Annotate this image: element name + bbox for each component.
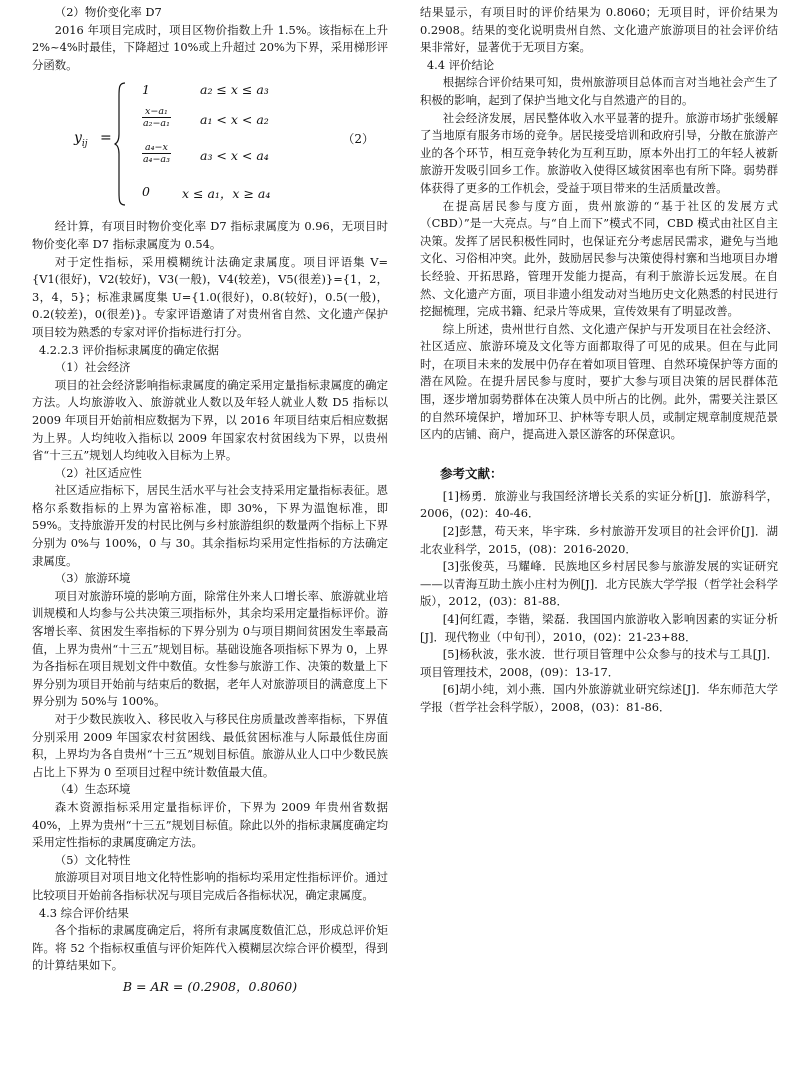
subsection-culture: （5）文化特性 (54, 852, 131, 867)
subsection-economy: （1）社会经济 (54, 360, 131, 375)
references-list (420, 488, 778, 717)
paragraph-calc-result: 经计算，有项目时物价变化率 D7 指标隶属度为 0.96，无项目时物价变化率 D7 指标隶属度为 0.54。 (32, 219, 388, 251)
paragraph-ecology: 森木资源指标采用定量指标评价，下界为 2009 年贵州省数据 40%，上界为贵州“十三五”规划目标值。除此以外的指标隶属度确定均采用定性指标的隶属度确定方法。 (32, 799, 388, 850)
subsection-community: （2）社区适应性 (54, 465, 142, 480)
brace-icon (114, 82, 126, 206)
reference-item: [2]彭慧，苟天来，毕宇珠．乡村旅游开发项目的社会评价[J]．湖北农业科学，2015，(08)：2016-2020． (420, 524, 778, 556)
paragraph-conclusion-1: 根据综合评价结果可知，贵州旅游项目总体而言对当地社会产生了积极的影响，起到了保护当地文化与自然遗产的目的。 (420, 75, 778, 107)
case-2-condition: a₁ < x < a₂ (200, 112, 269, 128)
paragraph-price-change: 2016 年项目完成时，项目区物价指数上升 1.5%。该指标在上升 2%~4%时最佳，下降超过 10%或上升超过 20%为下界，采用梯形评分函数。 (32, 22, 388, 72)
paragraph-conclusion-3: 在提高居民参与度方面，贵州旅游的“基于社区的发展方式（CBD）”是一大亮点。与“自上而下”模式不同，CBD 模式由社区自主决策。发挥了居民积极性同时，也保证充分考虑居民需求，避免与当地文化、习俗相冲突。此外，鼓励居民参与决策使得村寨和当地项目办增长经验、开拓思路，管理开发能力提高，有利于旅游长远发展。在自然、文化遗产方面，项目非遗小组发动对当地历史文化熟悉的村民进行挖掘梳理，完成书籍、纪录片等成果，宣传效果有了明显改善。 (420, 198, 778, 319)
paragraph-community: 社区适应指标下，居民生活水平与社会支持采用定量指标表征。恩格尔系数指标的上界为富裕标准，即 30%，下界为温饱标准，即 59%。支持旅游开发的村民比例与乡村旅游组织的数量两个指标上下界分别为 0%与 100%，0 与 30。其余指标均采用定性指标的方法确定隶属度。 (32, 483, 388, 568)
paragraph-conclusion-4: 综上所述，贵州世行自然、文化遗产保护与开发项目在社会经济、社区适应、旅游环境及文化等方面都取得了可见的成果。但在与此同时，在项目未来的发展中仍存在着如项目管理、自然环境保护等方面的潜在风险。在提升居民参与度时，要扩大参与项目决策的居民群体范围，逐步增加弱势群体在决策人员中所占的比例。此外，需要关注景区的自然环境保护，增加环卫、护林等专职人员，或制定规章制度规范景区内的店铺、商户，提高进入景区游客的环保意识。 (420, 321, 778, 442)
paragraph-culture: 旅游项目对项目地文化特性影响的指标均采用定性指标评价。通过比较项目开始前各指标状况与项目完成后各指标状况，确定隶属度。 (32, 870, 388, 902)
case-1-value: 1 (142, 82, 150, 98)
paragraph-conclusion-2: 社会经济发展，居民整体收入水平显著的提升。旅游市场扩张缓解了当地原有服务市场的竞争。居民接受培训和政府引导，分散在旅游产业的各个环节，相互竞争转化为互利互助，原本外出打工的年轻人被新旅游开发吸引回乡工作。旅游收入使得区域贫困率也有所下降。弱势群体获得了更多的工作机会，受益于项目带来的生活质量改善。 (420, 110, 778, 195)
case-3-value: $\frac{\text{a₄−x}}{\text{a₄−a₃}}$ (143, 142, 170, 166)
paragraph-tourism-env-1: 项目对旅游环境的影响方面，除常住外来人口增长率、旅游就业培训规模和人均参与公共决策三项指标外，其余均采用定量指标评价。游客增长率、贫困发生率指标的下界分别为 0与项目期间贫困发生率最高值，上界为贵州“十三五”规划目标。基础设施各项指标下界为 0，上界为各指标在项目规划文件中数值。女性参与旅游工作、决策的数量上下界分别为项目开始前与结束后的数据，老年人对旅游项目的满意度上下界分别为 50%与 100%。 (32, 588, 388, 709)
reference-item: [4]何红霞，李锴，梁磊．我国国内旅游收入影响因素的实证分析[J]．现代物业（中旬刊），2010，(02)：21-23+88． (420, 612, 778, 644)
subsection-tourism-env: （3）旅游环境 (54, 571, 131, 586)
references-heading: 参考文献： (440, 465, 503, 481)
right-column (420, 4, 778, 717)
subsection-ecology: （4）生态环境 (54, 782, 131, 797)
reference-item: [5]杨秋波，张水波．世行项目管理中公众参与的技术与工具[J]．项目管理技术，2008，(09)：13-17． (420, 647, 778, 679)
equation-lhs: $y_{ij}$ (74, 130, 88, 150)
heading-4-2-2-3: 4.2.2.3 评价指标隶属度的确定依据 (38, 342, 219, 357)
case-4-condition: x ≤ a₁，x ≥ a₄ (182, 186, 271, 202)
left-column (32, 4, 388, 995)
equation-number: （2） (342, 132, 374, 147)
result-equation: B = AR = (0.2908，0.8060) (122, 978, 298, 994)
paragraph-4-3: 各个指标的隶属度确定后，将所有隶属度数值汇总，形成总评价矩阵。将 52 个指标权重值与评价矩阵代入模糊层次综合评价模型，得到的计算结果如下。 (32, 923, 388, 973)
case-3-condition: a₃ < x < a₄ (200, 148, 269, 164)
equals-sign: = (100, 130, 112, 147)
reference-item: [6]胡小纯，刘小燕．国内外旅游就业研究综述[J]．华东师范大学学报（哲学社会科学版），2008，(03)：81-86． (420, 682, 778, 714)
case-4-value: 0 (142, 184, 150, 200)
case-2-value: $\frac{\text{x−a₁}}{\text{a₂−a₁}}$ (143, 106, 170, 130)
paragraph-economy: 项目的社会经济影响指标隶属度的确定采用定量指标隶属度的确定方法。人均旅游收入、旅游就业人数以及年轻人就业人数 D5 指标以 2009 年项目开始前相应数据为下界，以 2016 年项目结束后相应数据为上界。人均纯收入指标以 2009 年国家农村贫困线为下界，以贵州省“十三五”规划人均纯收入目标为上界。 (32, 377, 388, 463)
paragraph-qualitative: 对于定性指标，采用模糊统计法确定隶属度。项目评语集 V={V1(很好)，V2(较好)，V3(一般)，V4(较差)，V5(很差)}={1，2，3，4，5}；标准隶属度集 U={1.0(很好)，0.8(较好)，0.5(一般)，0.2(较差)，0(很差)}。专家评语邀请了对贵州省自然、文化遗产保护项目较为熟悉的专家对评价指标进行打分。 (32, 254, 388, 339)
paragraph-tourism-env-2: 对于少数民族收入、移民收入与移民住房质量改善率指标，下界值分别采用 2009 年国家农村贫困线、最低贫困标准与人际最低住房面积，上界均为各自贵州“十三五”规划目标值。旅游从业人口中少数民族占比上下界为 0 至项目过程中统计数值最大值。 (32, 712, 388, 779)
heading-4-3: 4.3 综合评价结果 (38, 905, 129, 920)
paragraph-result: 结果显示，有项目时的评价结果为 0.8060；无项目时，评价结果为 0.2908。结果的变化说明贵州自然、文化遗产旅游项目的社会评价结果非常好，显著优于无项目方案。 (420, 5, 778, 55)
case-1-condition: a₂ ≤ x ≤ a₃ (200, 82, 269, 98)
reference-item: [1]杨勇．旅游业与我国经济增长关系的实证分析[J]．旅游科学，2006，(02)：40-46． (420, 488, 778, 521)
heading-4-4: 4.4 评价结论 (426, 57, 495, 72)
equation-trapezoid (32, 78, 388, 210)
reference-item: [3]张俊英，马耀峰．民族地区乡村居民参与旅游发展的实证研究——以青海互助土族小庄村为例[J]．北方民族大学学报（哲学社会科学版），2012，(03)：81-88． (420, 559, 778, 609)
subsection-price-change: （2）物价变化率 D7 (54, 5, 162, 19)
